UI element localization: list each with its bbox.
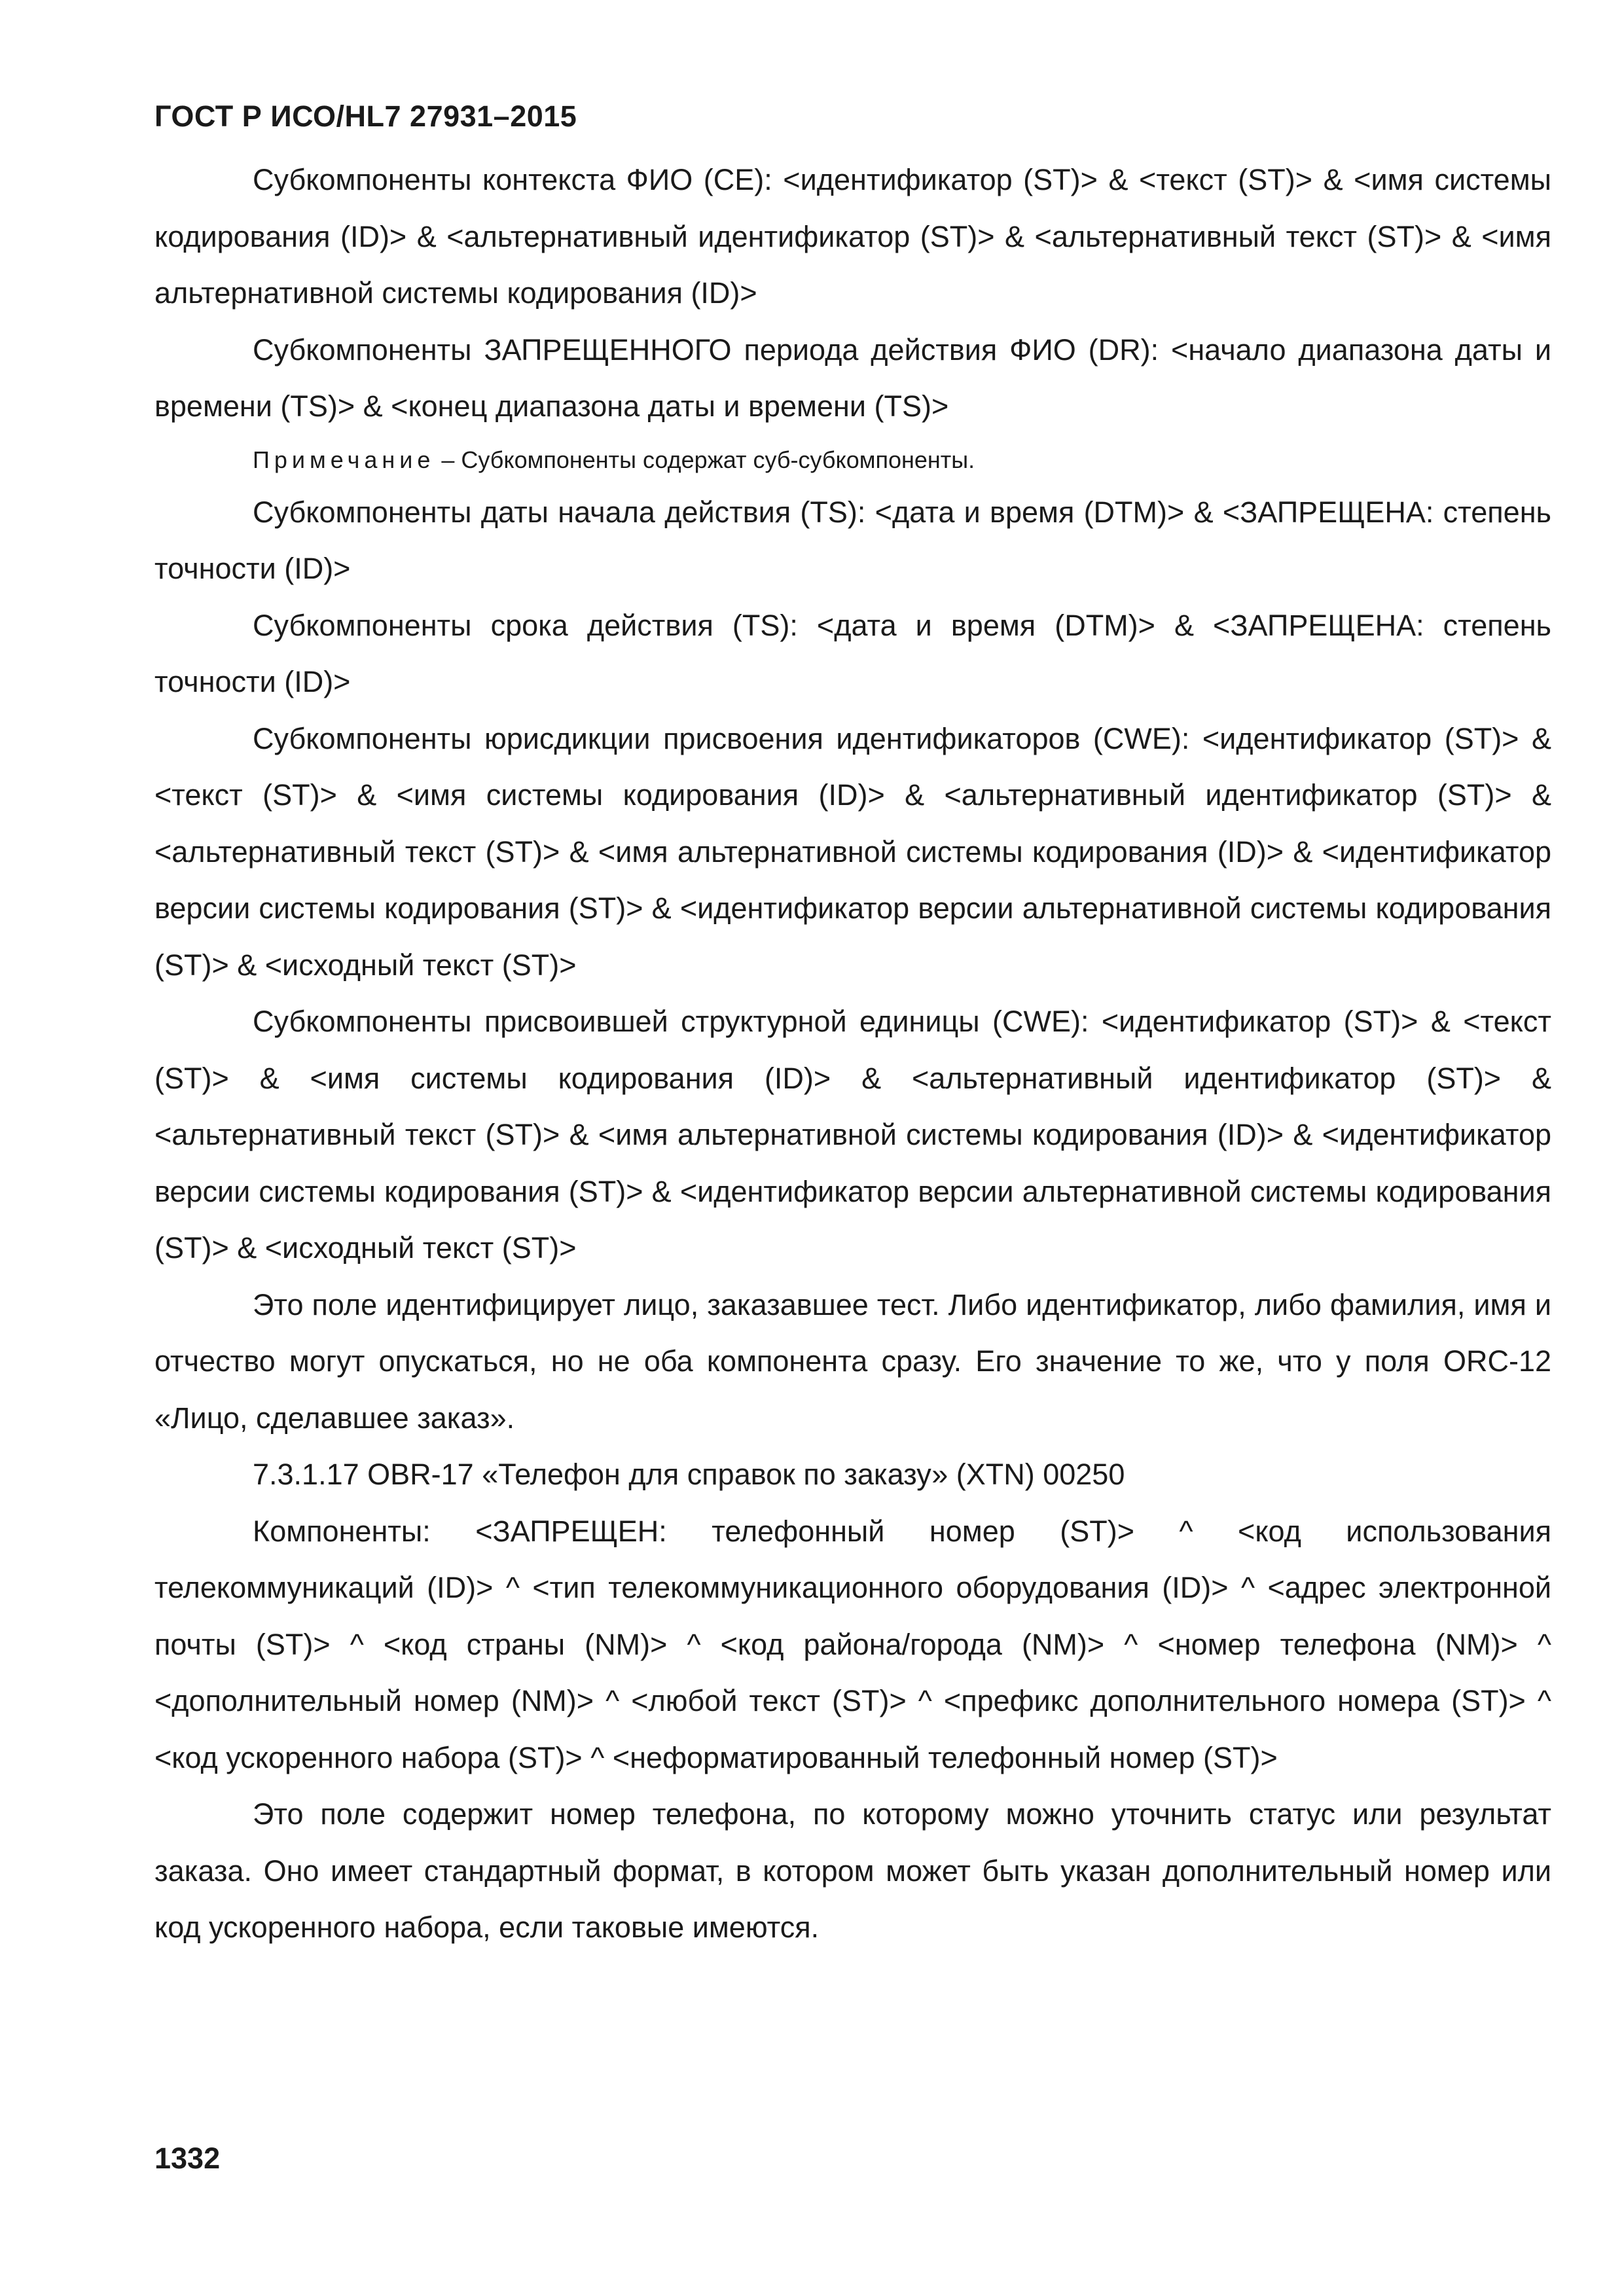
- document-header: ГОСТ Р ИСО/HL7 27931–2015: [154, 99, 577, 133]
- paragraph-components: Компоненты: <ЗАПРЕЩЕН: телефонный номер (ST)> ^ <код использования телекоммуникаций (ID)> ^ <тип телекоммуникационного оборудования (ID)> ^ <адрес электронной почты (ST)> ^ <код страны (NM)> ^ <код района/города (NM)> ^ <номер телефона (NM)> ^ <дополнительный номер (NM)> ^ <любой текст (ST)> ^ <префикс дополнительного номера (ST)> ^ <код ускоренного набора (ST)> ^ <неформатированный телефонный номер (ST)>: [154, 1514, 1551, 1774]
- paragraph-assigning-unit: Субкомпоненты присвоившей структурной единицы (CWE): <идентификатор (ST)> & <текст (ST)> & <имя системы кодирования (ID)> & <альтернативный идентификатор (ST)> & <альтернативный текст (ST)> & <имя альтернативной системы кодирования (ID)> & <идентификатор версии системы кодирования (ST)> & <идентификатор версии альтернативной системы кодирования (ST)> & <исходный текст (ST)>: [154, 1005, 1551, 1265]
- paragraph-fio-context: Субкомпоненты контекста ФИО (CE): <идентификатор (ST)> & <текст (ST)> & <имя системы кодирования (ID)> & <альтернативный идентификатор (ST)> & <альтернативный текст (ST)> & <имя альтернативной системы кодирования (ID)>: [154, 163, 1551, 310]
- note-text: – Субкомпоненты содержат суб-субкомпоненты.: [435, 446, 975, 473]
- note-label: Примечание: [253, 446, 435, 473]
- paragraph-expiry: Субкомпоненты срока действия (TS): <дата и время (DTM)> & <ЗАПРЕЩЕНА: степень точности (ID)>: [154, 608, 1551, 698]
- paragraph-jurisdiction: Субкомпоненты юрисдикции присвоения идентификаторов (CWE): <идентификатор (ST)> & <текст (ST)> & <имя системы кодирования (ID)> & <альтернативный идентификатор (ST)> & <альтернативный текст (ST)> & <имя альтернативной системы кодирования (ID)> & <идентификатор версии системы кодирования (ST)> & <идентификатор версии альтернативной системы кодирования (ST)> & <исходный текст (ST)>: [154, 721, 1551, 982]
- paragraph-fio-period: Субкомпоненты ЗАПРЕЩЕННОГО периода действия ФИО (DR): <начало диапазона даты и времени (TS)> & <конец диапазона даты и времени (TS)>: [154, 332, 1551, 423]
- section-heading: 7.3.1.17 OBR-17 «Телефон для справок по заказу» (XTN) 00250: [253, 1458, 1125, 1491]
- paragraph-start-date: Субкомпоненты даты начала действия (TS): <дата и время (DTM)> & <ЗАПРЕЩЕНА: степень точности (ID)>: [154, 495, 1551, 585]
- page-number: 1332: [154, 2142, 221, 2175]
- document-body: [154, 152, 1551, 1956]
- note: [154, 435, 1551, 484]
- paragraph-field-description: Это поле идентифицирует лицо, заказавшее тест. Либо идентификатор, либо фамилия, имя и отчество могут опускаться, но не оба компонента сразу. Его значение то же, что у поля ORC-12 «Лицо, сделавшее заказ».: [154, 1287, 1551, 1435]
- paragraph-phone-description: Это поле содержит номер телефона, по которому можно уточнить статус или результат заказа. Оно имеет стандартный формат, в котором может быть указан дополнительный номер или код ускоренного набора, если таковые имеются.: [154, 1797, 1551, 1944]
